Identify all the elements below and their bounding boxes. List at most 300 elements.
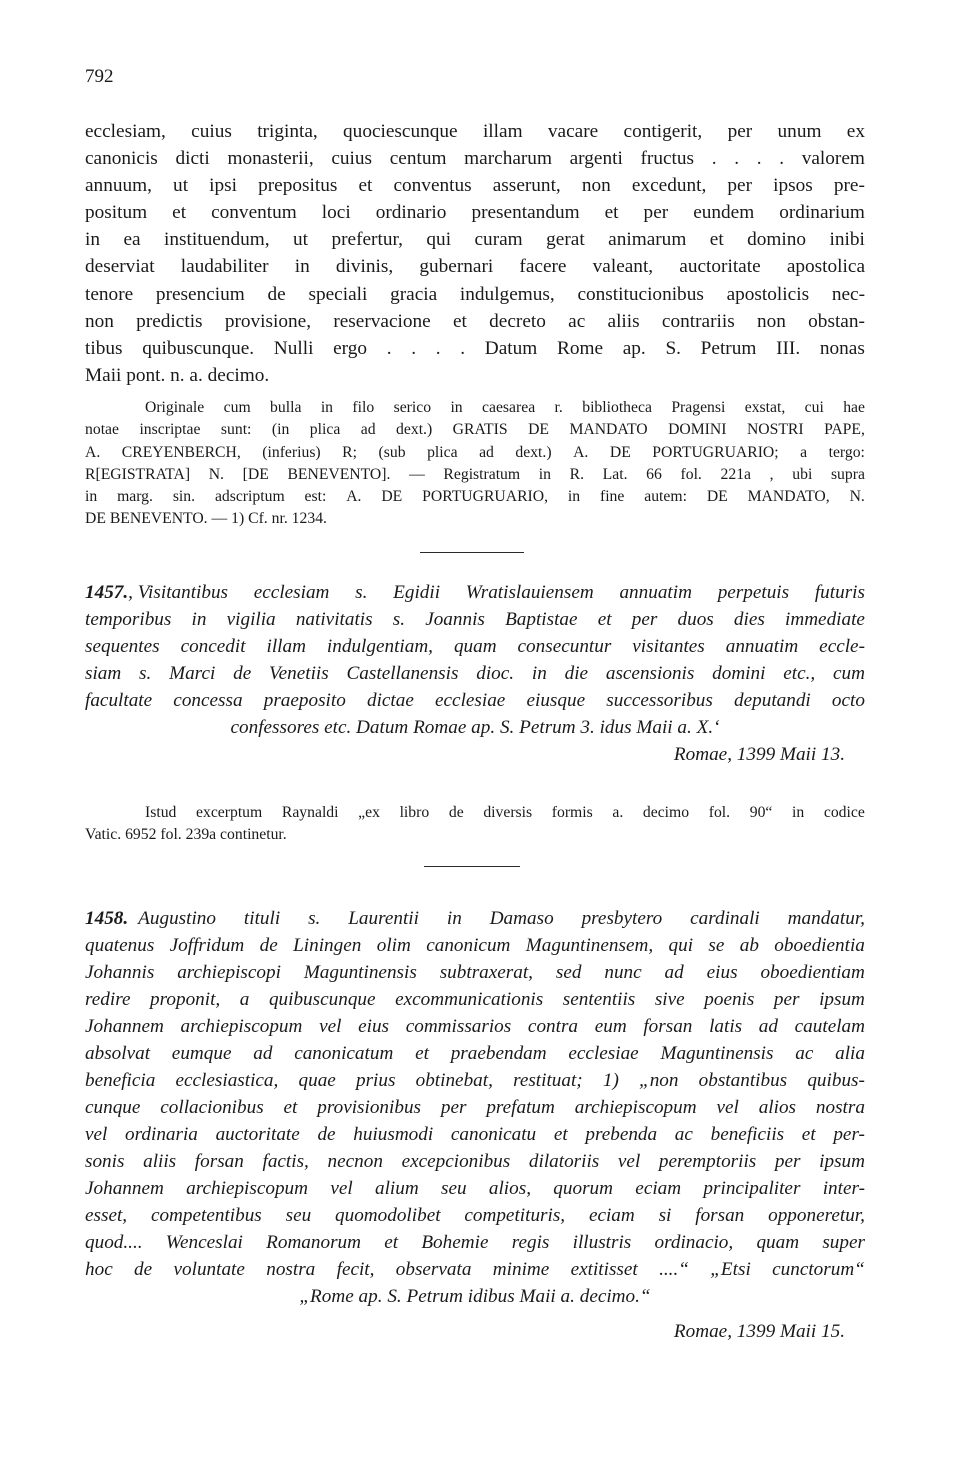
word: dies [733, 609, 765, 630]
word: Maguntinensem, [525, 935, 654, 956]
word: „Etsi [710, 1259, 751, 1280]
word: animarum [608, 229, 687, 251]
word: visitantes [632, 636, 705, 657]
word: praebendam [450, 1043, 547, 1064]
word: in [567, 488, 581, 506]
entry-date-text: Romae, 1399 Maii 13. [673, 744, 845, 765]
word: et [172, 202, 187, 224]
entry-line [85, 959, 865, 986]
word: ad [758, 1016, 778, 1037]
word: competentibus [150, 1205, 262, 1226]
word: fructus [640, 148, 695, 170]
entry-1458 [85, 905, 865, 1345]
word: per [440, 1097, 467, 1118]
word: ad [253, 1043, 273, 1064]
entry-1457 [85, 579, 865, 768]
word: in [320, 399, 334, 416]
word: domini [712, 663, 766, 684]
word: voluntate [173, 1259, 245, 1280]
word: ipsos [773, 175, 813, 197]
entry-number: 1458. [85, 908, 129, 929]
text-line [85, 172, 865, 199]
word: in [538, 465, 551, 483]
word: de [448, 804, 464, 821]
word: provisionibus [317, 1097, 422, 1118]
word: excepcionibus [401, 1151, 511, 1172]
word: Pragensi [671, 399, 726, 416]
word: poenis [704, 989, 755, 1010]
word: latis [709, 1016, 743, 1037]
word: deserviat [85, 256, 155, 278]
word: 66 [646, 465, 662, 483]
word: positum [85, 202, 148, 224]
word: curam [474, 229, 523, 251]
word: quam [756, 1232, 800, 1253]
entry-line [85, 660, 865, 687]
word: fine [599, 488, 625, 506]
word: beneficiis [710, 1124, 785, 1145]
word: dilatoriis [528, 1151, 600, 1172]
word: alios [758, 1097, 797, 1118]
word: sunt: [220, 421, 252, 439]
word: Wenceslai [165, 1232, 243, 1253]
word: super [822, 1232, 865, 1253]
word: reservacione [333, 310, 431, 332]
word: Vatic. 6952 fol. 239a continetur. [85, 826, 287, 844]
word: dext.) [515, 443, 552, 461]
word: hoc [85, 1259, 113, 1280]
word: Bohemie [421, 1232, 489, 1253]
word: caesarea [482, 399, 536, 416]
note-raynaldi [85, 802, 865, 847]
word: illam [482, 121, 523, 142]
word: si [658, 1205, 672, 1226]
word: ap. [622, 337, 646, 359]
word: contrariis [661, 310, 735, 332]
word: et [553, 1124, 568, 1145]
word: Egidii [393, 582, 441, 603]
word: quibuscunque [268, 989, 376, 1010]
word: in [450, 399, 463, 416]
word: per [631, 609, 658, 630]
word: cuius [331, 148, 373, 170]
word: et [358, 175, 373, 197]
word: ....“ [659, 1259, 689, 1280]
word: codice [823, 804, 865, 821]
word: ex [846, 121, 865, 142]
word: vacare [547, 121, 599, 142]
word: Romanorum [266, 1232, 361, 1253]
word: ecclesiastica, [175, 1070, 279, 1091]
word: asserunt, [492, 175, 561, 197]
word: deputandi [734, 690, 811, 711]
word: observata [395, 1259, 472, 1280]
word: subtraxerat, [439, 962, 533, 983]
word: argenti [569, 148, 623, 170]
word: exstat, [744, 399, 786, 416]
word: . [756, 148, 762, 170]
word: competituris, [464, 1205, 566, 1226]
word: A. [573, 443, 589, 461]
word: cardinali [690, 908, 760, 929]
word: tituli [243, 908, 281, 929]
word: forsan [194, 1151, 244, 1172]
word: eum [594, 1016, 627, 1037]
word: aliis [607, 310, 640, 332]
word: nostra [815, 1097, 865, 1118]
word: ergo [333, 337, 368, 359]
word: conventus [393, 175, 472, 197]
word: predictis [136, 310, 203, 332]
word: octo [831, 690, 865, 711]
word: fol. [708, 804, 731, 821]
word: die [564, 663, 589, 684]
word: oboedientiam [760, 962, 865, 983]
word: obstan- [808, 310, 865, 332]
word: cunctorum“ [772, 1259, 865, 1280]
word: N. [849, 488, 865, 506]
word: 90“ [749, 804, 773, 821]
word: . [411, 337, 417, 359]
word: A. [85, 443, 101, 461]
word: per [643, 202, 669, 224]
word: canonicatu [450, 1124, 537, 1145]
word: eciam [588, 1205, 635, 1226]
word: . [386, 337, 392, 359]
word: alium [374, 1178, 419, 1199]
word: (inferius) [262, 443, 321, 461]
word: Petrum [700, 337, 757, 359]
word: redire [85, 989, 131, 1010]
word: apostolicis [726, 283, 810, 305]
word: esset, [85, 1205, 128, 1226]
word: cautelam [794, 1016, 865, 1037]
word: „non [639, 1070, 679, 1091]
word: DOMINI [668, 421, 727, 439]
word: apostolica [786, 256, 865, 278]
word: illustris [572, 1232, 632, 1253]
word: ipsi [209, 175, 237, 197]
word: valeant, [592, 256, 654, 278]
word: provisione, [224, 310, 312, 332]
word: alia [835, 1043, 865, 1064]
word: s. [139, 663, 152, 684]
word: libro [399, 804, 430, 821]
word: obtinebat, [415, 1070, 493, 1091]
word: annuatim [725, 636, 799, 657]
word: DE [706, 488, 728, 506]
word: Laurentii [348, 908, 419, 929]
word: — [409, 465, 425, 483]
word: hae [843, 399, 865, 416]
word: Venetiis [269, 663, 329, 684]
word: ut [293, 229, 308, 251]
note-line [85, 419, 865, 441]
word: prefertur, [331, 229, 403, 251]
word: ac [568, 310, 586, 332]
word: nativitatis [295, 609, 373, 630]
word: etc., [783, 663, 816, 684]
word: tenore [85, 283, 134, 305]
word: autem: [644, 488, 687, 506]
word: in [294, 256, 310, 278]
word: decreto [489, 310, 546, 332]
word: inibi [829, 229, 865, 251]
word: commissarios [405, 1016, 512, 1037]
word: confessores etc. Datum Romae ap. S. Petrum 3. idus Maii a. X.‘ [230, 717, 720, 738]
word: gubernari [419, 256, 494, 278]
word: dicti [175, 148, 210, 170]
word: , Visitantibus [128, 582, 229, 603]
note-line [85, 802, 865, 824]
text-line [85, 281, 865, 308]
word: prepositus [258, 175, 338, 197]
word: olim [376, 935, 411, 956]
word: et [597, 609, 612, 630]
word: ad [479, 443, 494, 461]
entry-line [85, 606, 865, 633]
word: nostra [266, 1259, 316, 1280]
word: ut [173, 175, 189, 197]
word: inscriptae [139, 421, 201, 439]
word: DE [528, 421, 549, 439]
word: PORTUGRUARIO; [652, 443, 779, 461]
word: qui [668, 935, 694, 956]
word: non [85, 310, 114, 332]
word: restituat; [513, 1070, 583, 1091]
entry-line-centered [85, 1283, 865, 1310]
word: perpetuis [717, 582, 790, 603]
word: speciali [308, 283, 368, 305]
word: presencium [155, 283, 245, 305]
word: Wratislauiensem [465, 582, 594, 603]
word: Liningen [293, 935, 362, 956]
word: vel [319, 1016, 342, 1037]
word: ac [795, 1043, 814, 1064]
word: in [792, 804, 805, 821]
word: forsan [695, 1205, 745, 1226]
word: quam [453, 636, 497, 657]
word: facultate [85, 690, 153, 711]
word: „ex [358, 804, 380, 821]
word: et [283, 1097, 298, 1118]
word: siam [85, 663, 122, 684]
word: se [708, 935, 725, 956]
word: ab [739, 935, 759, 956]
note-line [85, 486, 865, 508]
entry-first-line [85, 905, 865, 932]
word: de [134, 1259, 153, 1280]
word: ecclesiae [568, 1043, 639, 1064]
word: illam [266, 636, 306, 657]
word: domino [747, 229, 807, 251]
word: quociescunque [343, 121, 458, 142]
word: praeposito [263, 690, 346, 711]
word: de [233, 663, 252, 684]
word: forsan [643, 1016, 693, 1037]
entry-line [85, 1094, 865, 1121]
word: vel [617, 1151, 641, 1172]
word: et [452, 310, 467, 332]
entry-date [85, 1318, 865, 1345]
word: . [435, 337, 441, 359]
word: conventum [211, 202, 297, 224]
word: quibus- [807, 1070, 865, 1091]
word: s. [392, 609, 406, 630]
word: PAPE, [824, 421, 865, 439]
word: cui [804, 399, 824, 416]
word: ea [123, 229, 141, 251]
word: cum [833, 663, 865, 684]
word: (in [271, 421, 290, 439]
word: et [604, 202, 619, 224]
word: fol. [680, 465, 702, 483]
word: eius [358, 1016, 390, 1037]
word: eiusque [526, 690, 586, 711]
word: eccle- [819, 636, 865, 657]
word: s. [308, 908, 321, 929]
word: DE [609, 443, 631, 461]
word: sonis [85, 1151, 125, 1172]
entry-line [85, 1067, 865, 1094]
entry-line [85, 633, 865, 660]
word: in [191, 609, 207, 630]
word: dictae [366, 690, 414, 711]
word: a [800, 443, 808, 461]
entry-first-line [85, 579, 865, 606]
entry-date [85, 741, 865, 768]
word: r. [554, 399, 563, 416]
word: Damaso [489, 908, 554, 929]
word: monasterii, [227, 148, 314, 170]
word: concessa [173, 690, 243, 711]
word: alios, [488, 1178, 531, 1199]
word: notae [85, 421, 119, 439]
word: fecit, [336, 1259, 375, 1280]
word: necnon [327, 1151, 383, 1172]
word: serico [393, 399, 432, 416]
word: temporibus [85, 609, 172, 630]
note-original [85, 397, 865, 531]
word: concedit [180, 636, 246, 657]
note-line [85, 464, 865, 486]
entry-line [85, 932, 865, 959]
word: est: [304, 488, 327, 506]
word: bibliotheca [582, 399, 652, 416]
word: de [267, 283, 286, 305]
word: Joannis [425, 609, 485, 630]
word: ecclesiam [253, 582, 330, 603]
word: 221a [720, 465, 752, 483]
word: ac [674, 1124, 693, 1145]
word: cum [223, 399, 251, 416]
word: prefatum [486, 1097, 555, 1118]
word: nonas [819, 337, 865, 359]
word: et [801, 1124, 816, 1145]
entry-line [85, 1013, 865, 1040]
word: Istud [145, 804, 177, 821]
word: vigilia [226, 609, 276, 630]
entry-line [85, 687, 865, 714]
word: opponeretur, [768, 1205, 865, 1226]
word: plica [427, 443, 458, 461]
word: obstantibus [698, 1070, 788, 1091]
word: ipsum [819, 1151, 865, 1172]
word: dioc. [476, 663, 515, 684]
word: Nulli [273, 337, 314, 359]
word: eundem [693, 202, 755, 224]
word: regis [511, 1232, 550, 1253]
word: huiusmodi [353, 1124, 434, 1145]
entry-line [85, 1148, 865, 1175]
word: CREYENBERCH, [121, 443, 241, 461]
word: vel [716, 1097, 739, 1118]
entry-line-centered [85, 714, 865, 741]
word: Datum [484, 337, 538, 359]
word: de [259, 935, 278, 956]
word: auctoritate [679, 256, 761, 278]
entry-line [85, 1202, 865, 1229]
entry-line [85, 1175, 865, 1202]
word: excedunt, [631, 175, 707, 197]
word: MANDATO, [747, 488, 830, 506]
word: (sub [378, 443, 406, 461]
text-line [85, 362, 865, 389]
word: plica [309, 421, 341, 439]
word: Johannis [85, 962, 155, 983]
word: per [727, 121, 753, 142]
word: canonicatum [294, 1043, 394, 1064]
word: et [384, 1232, 399, 1253]
word: ubi [792, 465, 813, 483]
word: facere [519, 256, 567, 278]
word: contigerit, [623, 121, 703, 142]
word: ecclesiae [435, 690, 506, 711]
entry-first-line-text [128, 579, 865, 606]
word: seu [441, 1178, 467, 1199]
word: Augustino [138, 908, 216, 929]
word: sententiis [562, 989, 636, 1010]
word: supra [830, 465, 865, 483]
word: nunc [604, 962, 642, 983]
word: prebenda [585, 1124, 658, 1145]
word: sed [555, 962, 582, 983]
word: triginta, [257, 121, 318, 142]
word: Johannem [85, 1016, 164, 1037]
word: N. [208, 465, 224, 483]
word: ecclesiam, [85, 121, 166, 142]
word: Joffridum [169, 935, 245, 956]
word: consecuntur [517, 636, 612, 657]
word: ipsum [819, 989, 865, 1010]
word: annuum, [85, 175, 152, 197]
entry-line [85, 1256, 865, 1283]
word: ordinaria [125, 1124, 198, 1145]
word: prius [355, 1070, 396, 1091]
word: canonicum [426, 935, 511, 956]
word: gracia [390, 283, 438, 305]
word: , [769, 465, 774, 483]
word: Maguntinensis [660, 1043, 774, 1064]
word: proponit, [150, 989, 221, 1010]
word: per [774, 1151, 801, 1172]
word: divinis, [335, 256, 394, 278]
word: eius [706, 962, 738, 983]
word: pre- [833, 175, 865, 197]
word: factis, [262, 1151, 309, 1172]
word: III. [776, 337, 801, 359]
word: ordinario [375, 202, 447, 224]
